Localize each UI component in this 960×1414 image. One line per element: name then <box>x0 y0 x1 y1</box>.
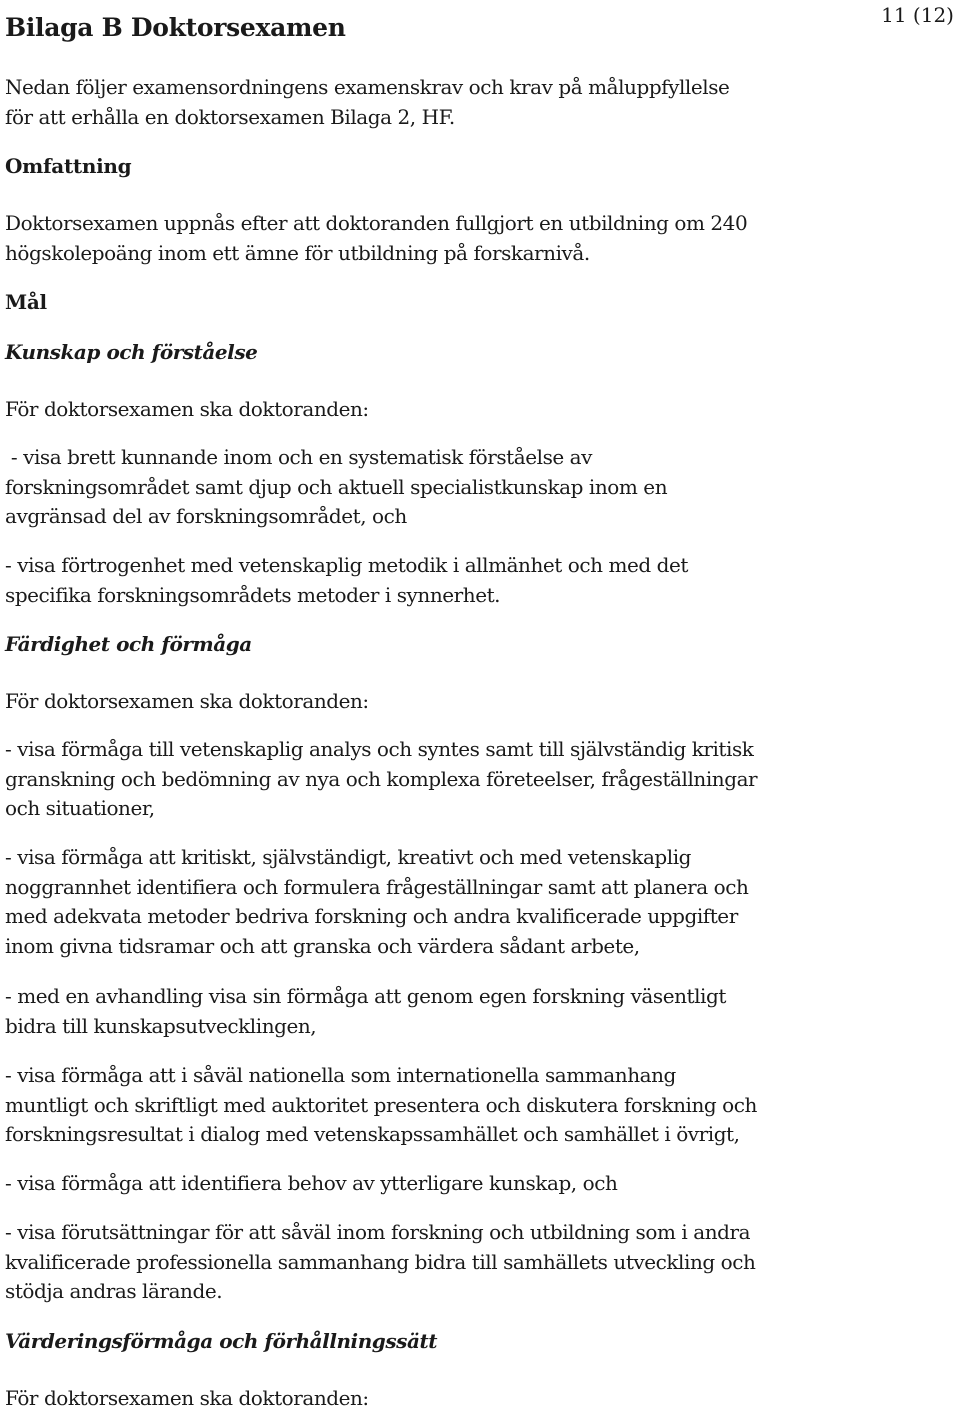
omfattning-line: högskolepoäng inom ett ämne för utbildning på forskarnivå. <box>5 240 590 265</box>
fardighet-item-line: med adekvata metoder bedriva forskning och andra kvalificerade uppgifter <box>5 904 738 929</box>
fardighet-item <box>5 843 955 962</box>
fardighet-item-line: stödja andras lärande. <box>5 1279 223 1304</box>
intro-line: för att erhålla en doktorsexamen Bilaga 2, HF. <box>5 104 455 129</box>
fardighet-item-line: inom givna tidsramar och att granska och värdera sådant arbete, <box>5 934 640 959</box>
kunskap-item-line: - visa brett kunnande inom och en systematisk förståelse av <box>5 445 593 469</box>
kunskap-item <box>5 443 955 532</box>
section-heading-mal: Mål <box>5 290 47 314</box>
fardighet-item-line: - visa förmåga till vetenskaplig analys och syntes samt till självständig kritisk <box>5 737 754 761</box>
document-title: Bilaga B Doktorsexamen <box>5 13 346 42</box>
omfattning-paragraph <box>5 209 955 268</box>
fardighet-item <box>5 1169 955 1199</box>
kunskap-lead: För doktorsexamen ska doktoranden: <box>5 397 369 421</box>
kunskap-item <box>5 551 955 610</box>
fardighet-item-line: - med en avhandling visa sin förmåga att genom egen forskning väsentligt <box>5 984 726 1008</box>
kunskap-item-line: specifika forskningsområdets metoder i synnerhet. <box>5 582 501 607</box>
intro-paragraph <box>5 73 955 132</box>
intro-line: Nedan följer examensordningens examenskrav och krav på måluppfyllelse <box>5 75 730 99</box>
fardighet-item <box>5 1218 955 1307</box>
kunskap-item-line: avgränsad del av forskningsområdet, och <box>5 504 407 529</box>
fardighet-item <box>5 735 955 824</box>
kunskap-item-line: - visa förtrogenhet med vetenskaplig metodik i allmänhet och med det <box>5 553 688 577</box>
fardighet-item-line: - visa förutsättningar för att såväl inom forskning och utbildning som i andra <box>5 1220 751 1244</box>
fardighet-item-line: - visa förmåga att kritiskt, självständigt, kreativt och med vetenskaplig <box>5 845 692 869</box>
fardighet-item-line: - visa förmåga att i såväl nationella som internationella sammanhang <box>5 1063 676 1087</box>
fardighet-item-line: muntligt och skriftligt med auktoritet presentera och diskutera forskning och <box>5 1092 757 1117</box>
kunskap-item-line: forskningsområdet samt djup och aktuell specialistkunskap inom en <box>5 474 668 499</box>
page-number: 11 (12) <box>881 3 954 27</box>
section-heading-omfattning: Omfattning <box>5 154 132 178</box>
omfattning-line: Doktorsexamen uppnås efter att doktoranden fullgjort en utbildning om 240 <box>5 211 748 235</box>
fardighet-item <box>5 982 955 1041</box>
vardering-lead: För doktorsexamen ska doktoranden: <box>5 1386 369 1410</box>
fardighet-item <box>5 1061 955 1150</box>
fardighet-lead: För doktorsexamen ska doktoranden: <box>5 689 369 713</box>
fardighet-item-line: noggrannhet identifiera och formulera frågeställningar samt att planera och <box>5 874 749 899</box>
fardighet-item-line: granskning och bedömning av nya och komplexa företeelser, frågeställningar <box>5 766 758 791</box>
fardighet-item-line: forskningsresultat i dialog med vetenskapssamhället och samhället i övrigt, <box>5 1122 740 1147</box>
fardighet-item-line: och situationer, <box>5 796 155 821</box>
fardighet-item-line: kvalificerade professionella sammanhang bidra till samhällets utveckling och <box>5 1249 756 1274</box>
subheading-kunskap: Kunskap och förståelse <box>5 340 258 364</box>
fardighet-item-line: bidra till kunskapsutvecklingen, <box>5 1013 317 1038</box>
subheading-vardering: Värderingsförmåga och förhållningssätt <box>5 1329 438 1353</box>
fardighet-item-line: - visa förmåga att identifiera behov av ytterligare kunskap, och <box>5 1171 618 1195</box>
subheading-fardighet: Färdighet och förmåga <box>5 632 252 656</box>
